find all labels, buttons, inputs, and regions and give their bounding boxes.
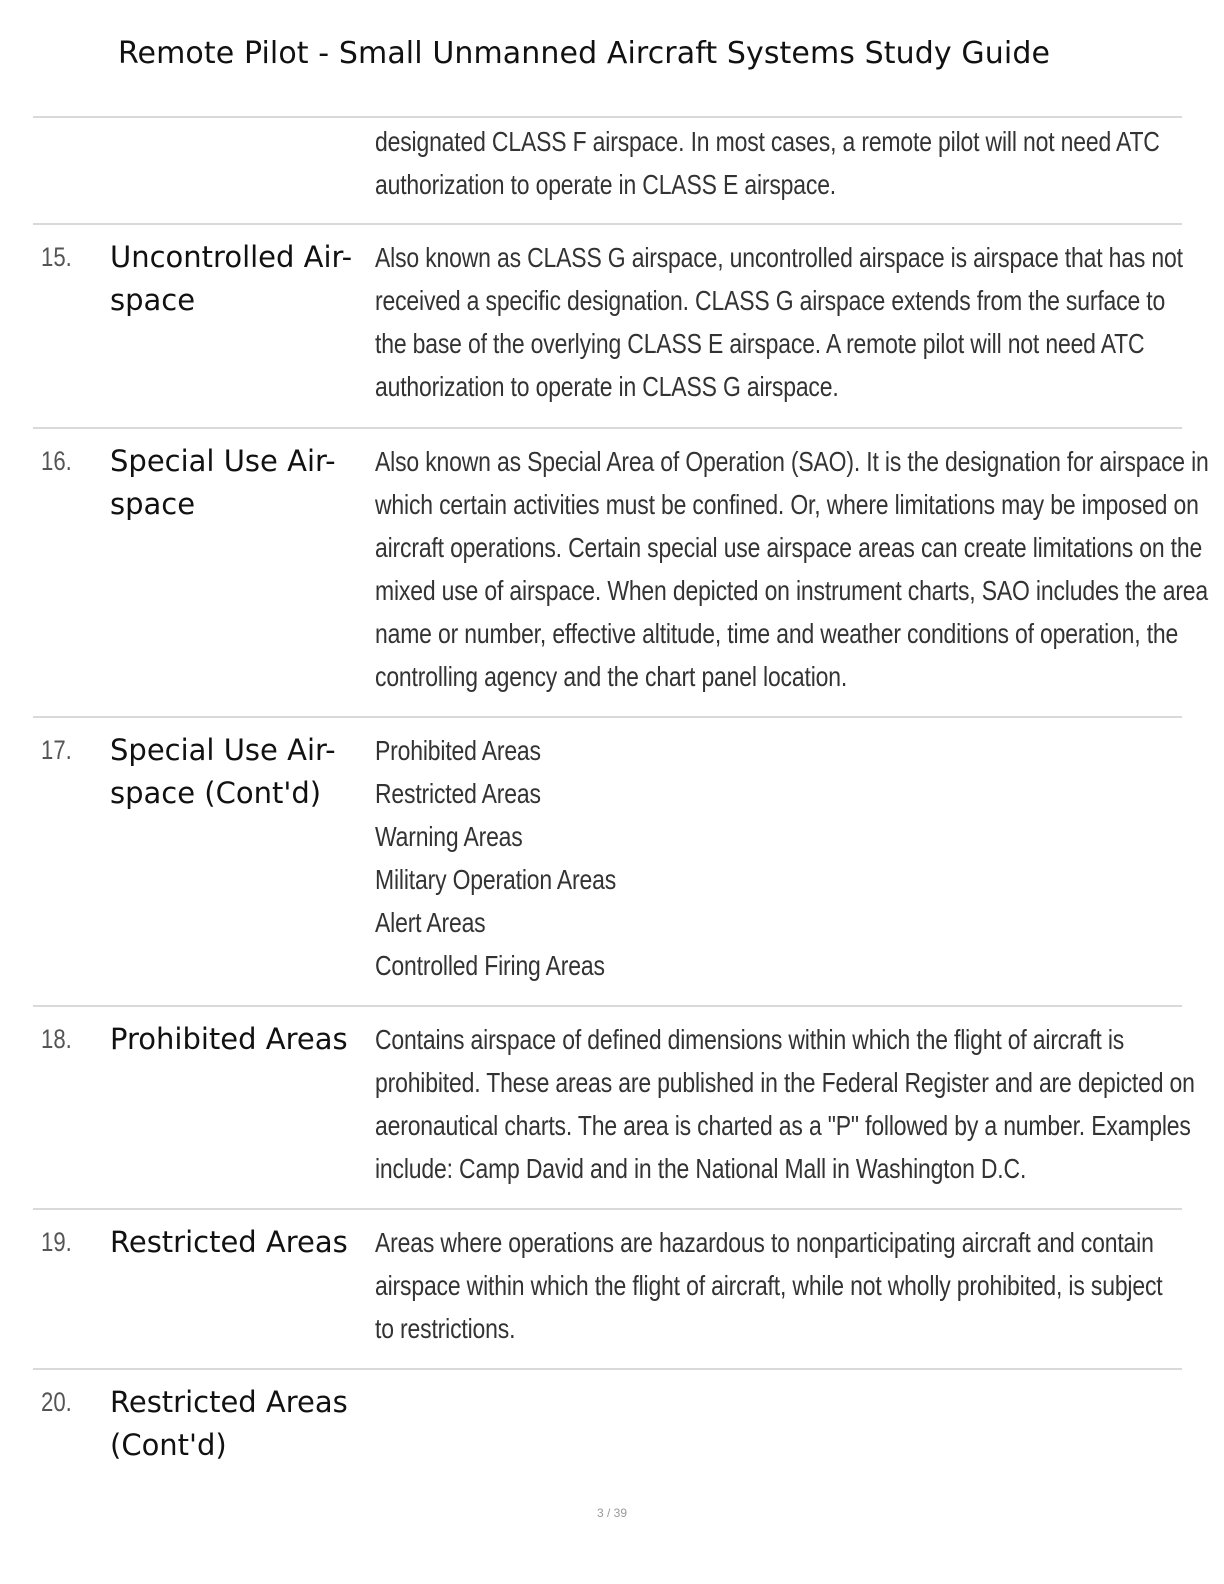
definition-line: airspace within which the flight of aircraft, while not wholly prohibited, is subject [375, 1270, 1163, 1301]
definition-line: aeronautical charts. The area is charted as a "P" followed by a number. Examples [375, 1110, 1191, 1141]
definition-line: Also known as CLASS G airspace, uncontrolled airspace is airspace that has not [375, 242, 1183, 273]
entry-term: Restricted Areas (Cont'd) [110, 1385, 348, 1462]
definition-line: aircraft operations. Certain special use airspace areas can create limitations on the [375, 532, 1203, 563]
entry-number: 18. [41, 1024, 72, 1054]
definition-line: include: Camp David and in the National Mall in Washington D.C. [375, 1153, 1027, 1184]
definition-line: Areas where operations are hazardous to nonparticipating aircraft and contain [375, 1227, 1154, 1258]
divider [33, 1005, 1182, 1007]
entry-term: Special Use Air- space [110, 444, 336, 521]
entry-number: 15. [41, 242, 72, 272]
divider [33, 427, 1182, 429]
divider [33, 1208, 1182, 1210]
divider [33, 223, 1182, 225]
list-item: Restricted Areas [375, 778, 541, 809]
page-indicator: 3 / 39 [596, 1506, 628, 1520]
entry-term: Restricted Areas [110, 1225, 348, 1259]
entry-number: 17. [41, 735, 72, 765]
definition-line: authorization to operate in CLASS G airspace. [375, 371, 839, 402]
definition-line: designated CLASS F airspace. In most cases, a remote pilot will not need ATC [375, 126, 1160, 157]
divider [33, 1368, 1182, 1370]
definition-line: controlling agency and the chart panel location. [375, 661, 848, 692]
definition-line: to restrictions. [375, 1313, 516, 1344]
entry-term: Prohibited Areas [110, 1022, 348, 1056]
entry-term: Uncontrolled Air- space [110, 240, 353, 317]
continuation-definition [375, 120, 1162, 206]
definition-line: which certain activities must be confined. Or, where limitations may be imposed on [375, 489, 1199, 520]
list-item: Warning Areas [375, 821, 523, 852]
definition-line: name or number, effective altitude, time and weather conditions of operation, the [375, 618, 1179, 649]
entry-term: Special Use Air- space (Cont'd) [110, 733, 336, 810]
entry-definition [375, 1221, 1162, 1350]
divider [33, 716, 1182, 718]
definition-line: mixed use of airspace. When depicted on instrument charts, SAO includes the area [375, 575, 1209, 606]
list-item: Controlled Firing Areas [375, 950, 605, 981]
list-item: Prohibited Areas [375, 735, 541, 766]
list-item: Military Operation Areas [375, 864, 617, 895]
divider [33, 116, 1182, 118]
definition-line: received a specific designation. CLASS G airspace extends from the surface to [375, 285, 1166, 316]
list-item: Alert Areas [375, 907, 486, 938]
definition-line: prohibited. These areas are published in the Federal Register and are depicted on [375, 1067, 1195, 1098]
definition-line: the base of the overlying CLASS E airspace. A remote pilot will not need ATC [375, 328, 1145, 359]
entry-number: 19. [41, 1227, 72, 1257]
definition-line: Contains airspace of defined dimensions within which the flight of aircraft is [375, 1024, 1125, 1055]
page-title: Remote Pilot - Small Unmanned Aircraft Systems Study Guide [117, 36, 1051, 71]
entry-number: 16. [41, 446, 72, 476]
entry-definition [375, 440, 1209, 698]
entry-number: 20. [41, 1387, 72, 1417]
entry-definition [375, 1018, 1195, 1190]
entry-list [375, 729, 1162, 987]
definition-line: Also known as Special Area of Operation (SAO). It is the designation for airspace in [375, 446, 1209, 477]
entry-definition [375, 236, 1183, 408]
definition-line: authorization to operate in CLASS E airspace. [375, 169, 837, 200]
